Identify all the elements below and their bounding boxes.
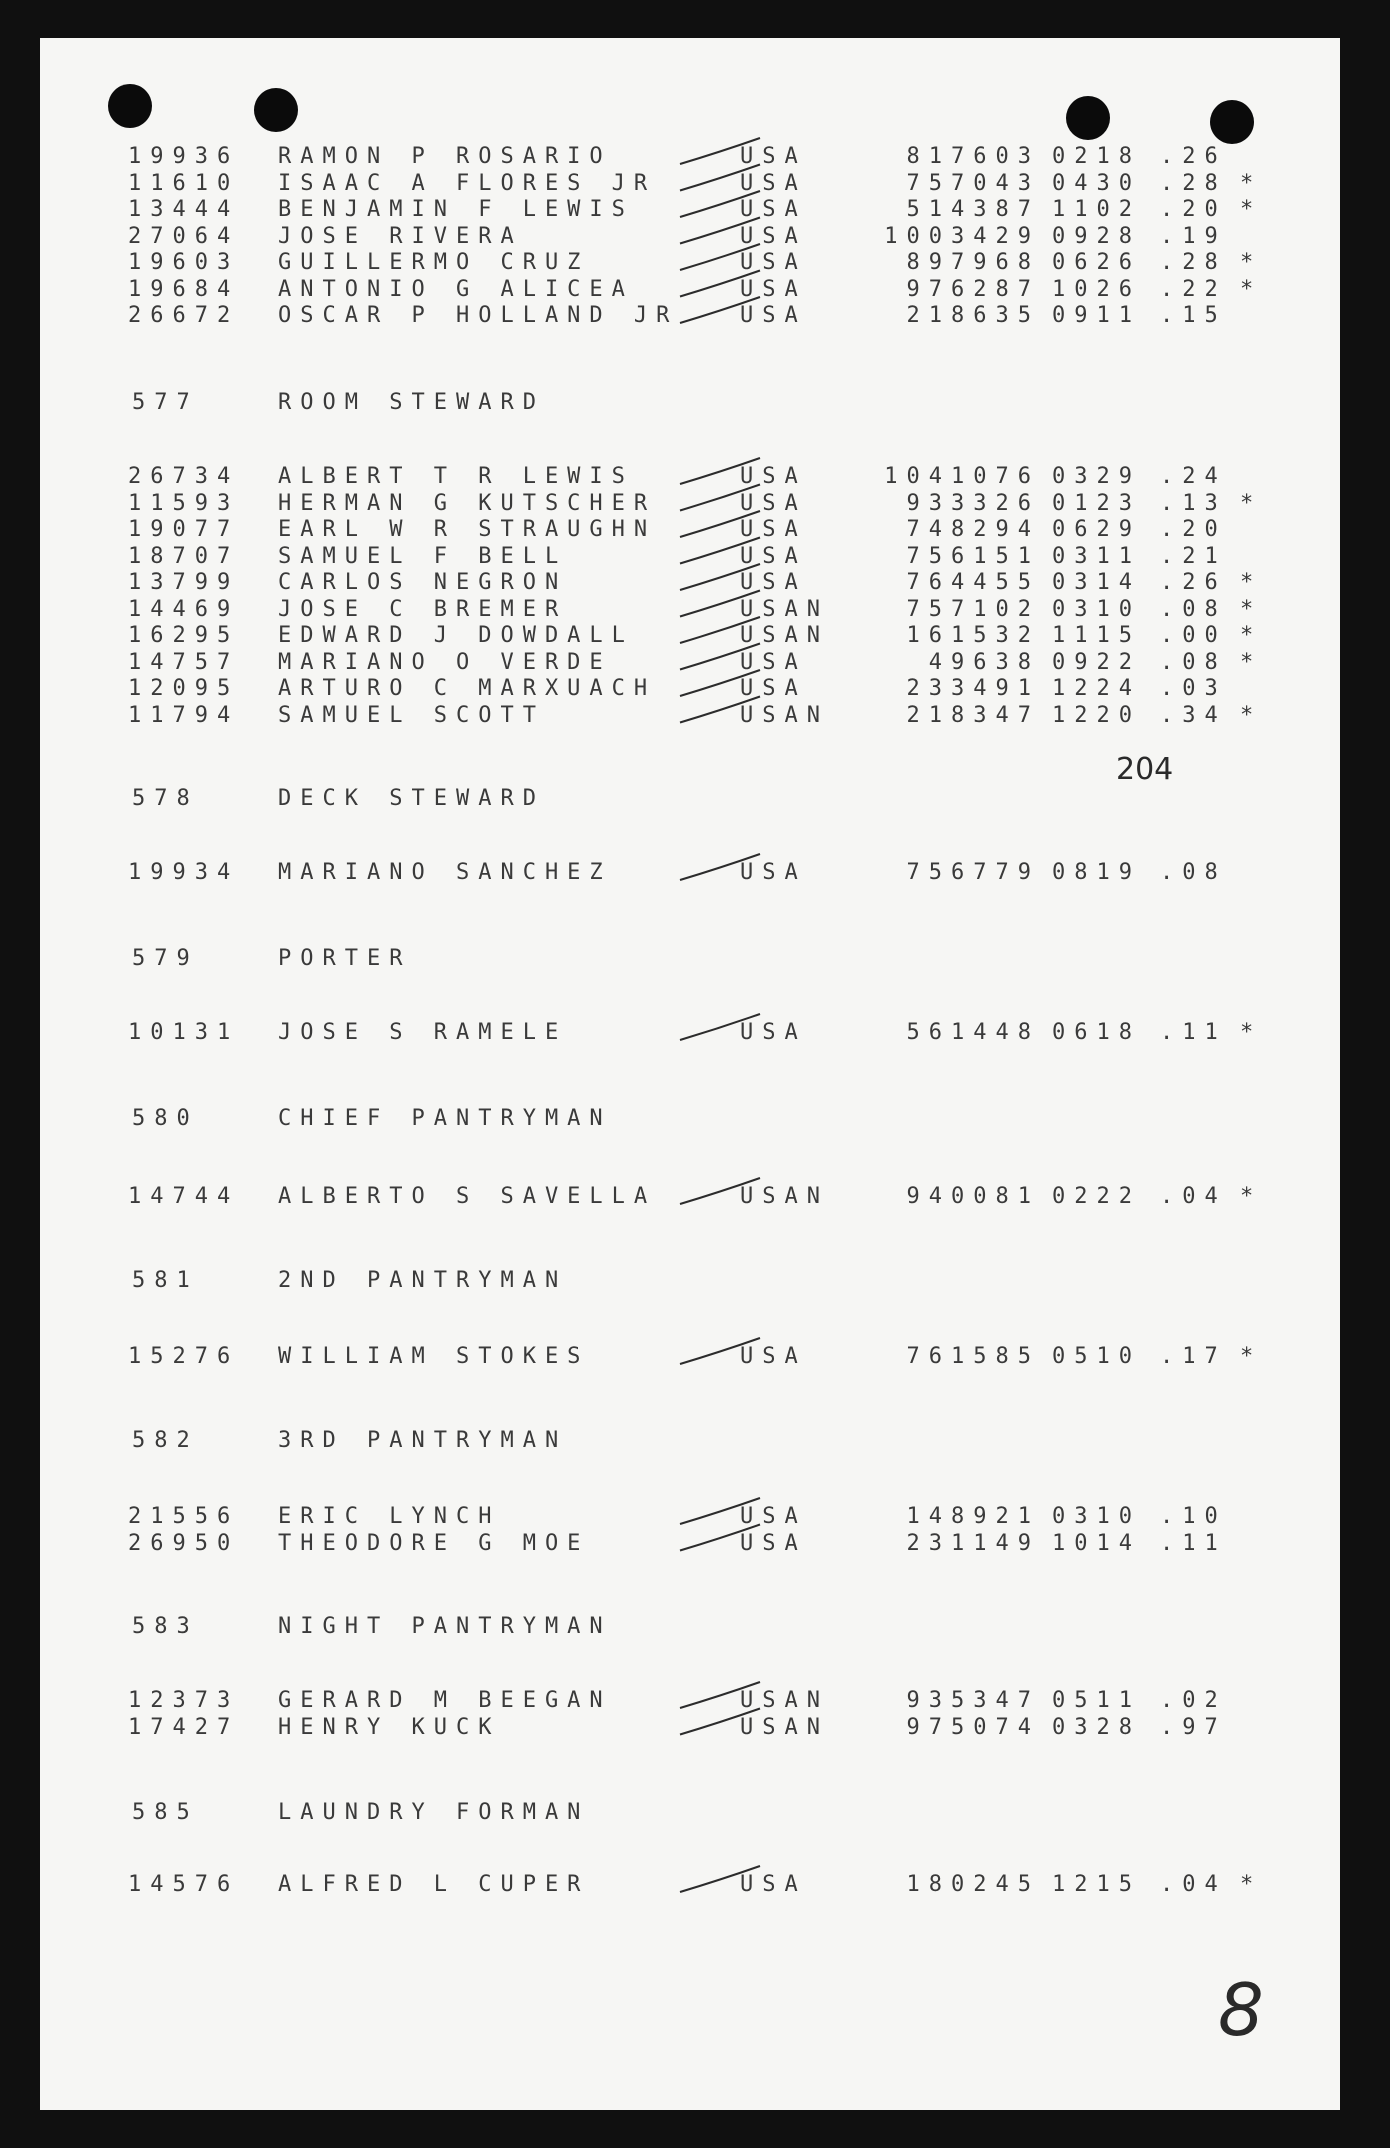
rate-value: .28 [1160, 170, 1227, 196]
document-number: 933326 [906, 490, 1040, 516]
pen-stroke [680, 1709, 760, 1735]
date-code: 1215 [1052, 1872, 1141, 1897]
date-code: 1026 [1052, 276, 1141, 302]
crew-name: MARIANO SANCHEZ [278, 860, 612, 885]
pen-check-marks [40, 38, 1340, 2110]
nationality: USA [740, 1020, 807, 1045]
nationality: USA [740, 676, 807, 701]
rate-value: .26 [1160, 144, 1227, 169]
rate-value: .20 [1160, 197, 1227, 222]
employee-number: 26734 [128, 464, 240, 489]
pen-stroke [680, 1338, 760, 1364]
rate-value: .15 [1160, 303, 1227, 328]
crew-name: CARLOS NEGRON [278, 570, 568, 595]
employee-number: 14757 [128, 649, 240, 675]
document-page [40, 38, 1340, 2110]
pen-stroke [680, 854, 760, 880]
date-code: 0314 [1052, 570, 1141, 595]
date-code: 1224 [1052, 676, 1141, 701]
document-number: 49638 [928, 649, 1040, 675]
section-title: ROOM STEWARD [278, 390, 545, 415]
date-code: 0618 [1052, 1020, 1141, 1045]
crew-name: ERIC LYNCH [278, 1504, 501, 1529]
document-number: 756151 [906, 543, 1040, 569]
rate-value: .28 [1160, 250, 1227, 275]
rate-value: .24 [1160, 464, 1227, 489]
nationality: USA [740, 543, 807, 569]
pen-stroke [680, 1866, 760, 1892]
section-title: 2ND PANTRYMAN [278, 1268, 568, 1293]
document-number: 757102 [906, 596, 1040, 622]
employee-number: 19934 [128, 860, 240, 885]
section-code: 578 [132, 786, 199, 811]
asterisk-mark: * [1240, 276, 1263, 302]
date-code: 0222 [1052, 1184, 1141, 1209]
asterisk-mark: * [1240, 197, 1263, 222]
date-code: 0218 [1052, 144, 1141, 169]
document-number: 940081 [906, 1184, 1040, 1209]
document-number: 161532 [906, 623, 1040, 648]
nationality: USAN [740, 702, 829, 728]
employee-number: 19936 [128, 144, 240, 169]
section-code: 583 [132, 1614, 199, 1639]
employee-number: 13444 [128, 197, 240, 222]
employee-number: 19684 [128, 276, 240, 302]
rate-value: .20 [1160, 517, 1227, 542]
crew-name: JOSE C BREMER [278, 596, 568, 622]
nationality: USA [740, 490, 807, 516]
employee-number: 19603 [128, 250, 240, 275]
document-number: 757043 [906, 170, 1040, 196]
nationality: USA [740, 144, 807, 169]
pen-stroke [680, 458, 760, 484]
employee-number: 26950 [128, 1530, 240, 1556]
document-number: 218347 [906, 702, 1040, 728]
date-code: 0328 [1052, 1714, 1141, 1740]
rate-value: .00 [1160, 623, 1227, 648]
document-number: 975074 [906, 1714, 1040, 1740]
pen-stroke [680, 617, 760, 643]
employee-number: 11794 [128, 702, 240, 728]
employee-number: 14576 [128, 1872, 240, 1897]
document-number: 976287 [906, 276, 1040, 302]
document-number: 233491 [906, 676, 1040, 701]
date-code: 0329 [1052, 464, 1141, 489]
crew-name: ISAAC A FLORES JR [278, 170, 657, 196]
document-number: 748294 [906, 517, 1040, 542]
asterisk-mark: * [1240, 490, 1263, 516]
crew-name: ALBERT T R LEWIS [278, 464, 634, 489]
employee-number: 14744 [128, 1184, 240, 1209]
crew-name: OSCAR P HOLLAND JR [278, 303, 679, 328]
date-code: 0430 [1052, 170, 1141, 196]
document-number: 561448 [906, 1020, 1040, 1045]
date-code: 0922 [1052, 649, 1141, 675]
nationality: USA [740, 517, 807, 542]
employee-number: 13799 [128, 570, 240, 595]
crew-name: RAMON P ROSARIO [278, 144, 612, 169]
crew-name: GUILLERMO CRUZ [278, 250, 590, 275]
asterisk-mark: * [1240, 1020, 1263, 1045]
pen-stroke [680, 564, 760, 590]
section-code: 577 [132, 390, 199, 415]
employee-number: 12095 [128, 676, 240, 701]
date-code: 0310 [1052, 1504, 1141, 1529]
pen-stroke [680, 244, 760, 270]
crew-name: JOSE RIVERA [278, 223, 523, 249]
section-code: 580 [132, 1106, 199, 1131]
document-number: 935347 [906, 1688, 1040, 1713]
employee-number: 12373 [128, 1688, 240, 1713]
nationality: USAN [740, 596, 829, 622]
document-number: 514387 [906, 197, 1040, 222]
pen-stroke [680, 271, 760, 297]
pen-stroke [680, 644, 760, 670]
nationality: USA [740, 1504, 807, 1529]
crew-name: MARIANO O VERDE [278, 649, 612, 675]
pen-stroke [680, 1178, 760, 1204]
asterisk-mark: * [1240, 250, 1263, 275]
rate-value: .19 [1160, 223, 1227, 249]
rate-value: .22 [1160, 276, 1227, 302]
crew-name: SAMUEL SCOTT [278, 702, 545, 728]
document-number: 180245 [906, 1872, 1040, 1897]
rate-value: .13 [1160, 490, 1227, 516]
employee-number: 26672 [128, 303, 240, 328]
crew-name: JOSE S RAMELE [278, 1020, 568, 1045]
date-code: 0310 [1052, 596, 1141, 622]
employee-number: 27064 [128, 223, 240, 249]
section-code: 579 [132, 946, 199, 971]
section-title: CHIEF PANTRYMAN [278, 1106, 612, 1131]
handwritten-page-number: 8 [1218, 1968, 1264, 2052]
crew-name: ANTONIO G ALICEA [278, 276, 634, 302]
employee-number: 11593 [128, 490, 240, 516]
employee-number: 10131 [128, 1020, 240, 1045]
pen-stroke [680, 218, 760, 244]
nationality: USA [740, 197, 807, 222]
rate-value: .34 [1160, 702, 1227, 728]
pen-stroke [680, 1525, 760, 1551]
employee-number: 16295 [128, 623, 240, 648]
rate-value: .26 [1160, 570, 1227, 595]
nationality: USA [740, 1872, 807, 1897]
date-code: 0629 [1052, 517, 1141, 542]
asterisk-mark: * [1240, 1344, 1263, 1369]
crew-name: ALFRED L CUPER [278, 1872, 590, 1897]
section-title: PORTER [278, 946, 412, 971]
asterisk-mark: * [1240, 570, 1263, 595]
employee-number: 17427 [128, 1714, 240, 1740]
nationality: USA [740, 276, 807, 302]
document-number: 764455 [906, 570, 1040, 595]
crew-name: GERARD M BEEGAN [278, 1688, 612, 1713]
pen-stroke [680, 297, 760, 323]
section-code: 581 [132, 1268, 199, 1293]
asterisk-mark: * [1240, 596, 1263, 622]
pen-stroke [680, 591, 760, 617]
rate-value: .10 [1160, 1504, 1227, 1529]
document-number: 148921 [906, 1504, 1040, 1529]
nationality: USAN [740, 1714, 829, 1740]
nationality: USA [740, 170, 807, 196]
rate-value: .17 [1160, 1344, 1227, 1369]
nationality: USA [740, 223, 807, 249]
nationality: USA [740, 1530, 807, 1556]
date-code: 0911 [1052, 303, 1141, 328]
employee-number: 18707 [128, 543, 240, 569]
pen-stroke [680, 697, 760, 723]
pen-stroke [680, 165, 760, 191]
nationality: USA [740, 1344, 807, 1369]
pen-stroke [680, 538, 760, 564]
pen-stroke [680, 670, 760, 696]
rate-value: .08 [1160, 860, 1227, 885]
date-code: 1014 [1052, 1530, 1141, 1556]
rate-value: .08 [1160, 649, 1227, 675]
rate-value: .04 [1160, 1872, 1227, 1897]
pen-stroke [680, 1014, 760, 1040]
handwritten-stamp-number: 204 [1116, 752, 1174, 787]
rate-value: .04 [1160, 1184, 1227, 1209]
crew-name: HENRY KUCK [278, 1714, 501, 1740]
crew-name: THEODORE G MOE [278, 1530, 590, 1556]
asterisk-mark: * [1240, 623, 1263, 648]
crew-name: BENJAMIN F LEWIS [278, 197, 634, 222]
date-code: 1102 [1052, 197, 1141, 222]
nationality: USA [740, 570, 807, 595]
rate-value: .21 [1160, 543, 1227, 569]
rate-value: .02 [1160, 1688, 1227, 1713]
date-code: 0819 [1052, 860, 1141, 885]
section-code: 585 [132, 1800, 199, 1825]
employee-number: 15276 [128, 1344, 240, 1369]
section-code: 582 [132, 1428, 199, 1453]
crew-name: WILLIAM STOKES [278, 1344, 590, 1369]
section-title: LAUNDRY FORMAN [278, 1800, 590, 1825]
rate-value: .08 [1160, 596, 1227, 622]
nationality: USA [740, 860, 807, 885]
nationality: USA [740, 250, 807, 275]
rate-value: .11 [1160, 1530, 1227, 1556]
document-number: 1041076 [884, 464, 1040, 489]
date-code: 0311 [1052, 543, 1141, 569]
date-code: 1115 [1052, 623, 1141, 648]
crew-name: ARTURO C MARXUACH [278, 676, 657, 701]
employee-number: 21556 [128, 1504, 240, 1529]
nationality: USA [740, 303, 807, 328]
date-code: 0511 [1052, 1688, 1141, 1713]
employee-number: 19077 [128, 517, 240, 542]
asterisk-mark: * [1240, 702, 1263, 728]
pen-stroke [680, 1498, 760, 1524]
crew-name: SAMUEL F BELL [278, 543, 568, 569]
document-number: 1003429 [884, 223, 1040, 249]
nationality: USAN [740, 1184, 829, 1209]
asterisk-mark: * [1240, 170, 1263, 196]
section-title: NIGHT PANTRYMAN [278, 1614, 612, 1639]
rate-value: .97 [1160, 1714, 1227, 1740]
nationality: USAN [740, 1688, 829, 1713]
crew-name: EDWARD J DOWDALL [278, 623, 634, 648]
employee-number: 11610 [128, 170, 240, 196]
section-title: 3RD PANTRYMAN [278, 1428, 568, 1453]
date-code: 0626 [1052, 250, 1141, 275]
document-number: 231149 [906, 1530, 1040, 1556]
date-code: 0510 [1052, 1344, 1141, 1369]
document-number: 817603 [906, 144, 1040, 169]
crew-name: EARL W R STRAUGHN [278, 517, 657, 542]
document-number: 897968 [906, 250, 1040, 275]
rate-value: .11 [1160, 1020, 1227, 1045]
rate-value: .03 [1160, 676, 1227, 701]
pen-stroke [680, 191, 760, 217]
employee-number: 14469 [128, 596, 240, 622]
pen-stroke [680, 511, 760, 537]
pen-stroke [680, 138, 760, 164]
document-number: 756779 [906, 860, 1040, 885]
asterisk-mark: * [1240, 649, 1263, 675]
pen-stroke [680, 1682, 760, 1708]
nationality: USAN [740, 623, 829, 648]
crew-name: HERMAN G KUTSCHER [278, 490, 657, 516]
asterisk-mark: * [1240, 1184, 1263, 1209]
crew-name: ALBERTO S SAVELLA [278, 1184, 657, 1209]
pen-stroke [680, 485, 760, 511]
nationality: USA [740, 649, 807, 675]
date-code: 1220 [1052, 702, 1141, 728]
document-number: 218635 [906, 303, 1040, 328]
date-code: 0928 [1052, 223, 1141, 249]
date-code: 0123 [1052, 490, 1141, 516]
document-number: 761585 [906, 1344, 1040, 1369]
nationality: USA [740, 464, 807, 489]
section-title: DECK STEWARD [278, 786, 545, 811]
asterisk-mark: * [1240, 1872, 1263, 1897]
